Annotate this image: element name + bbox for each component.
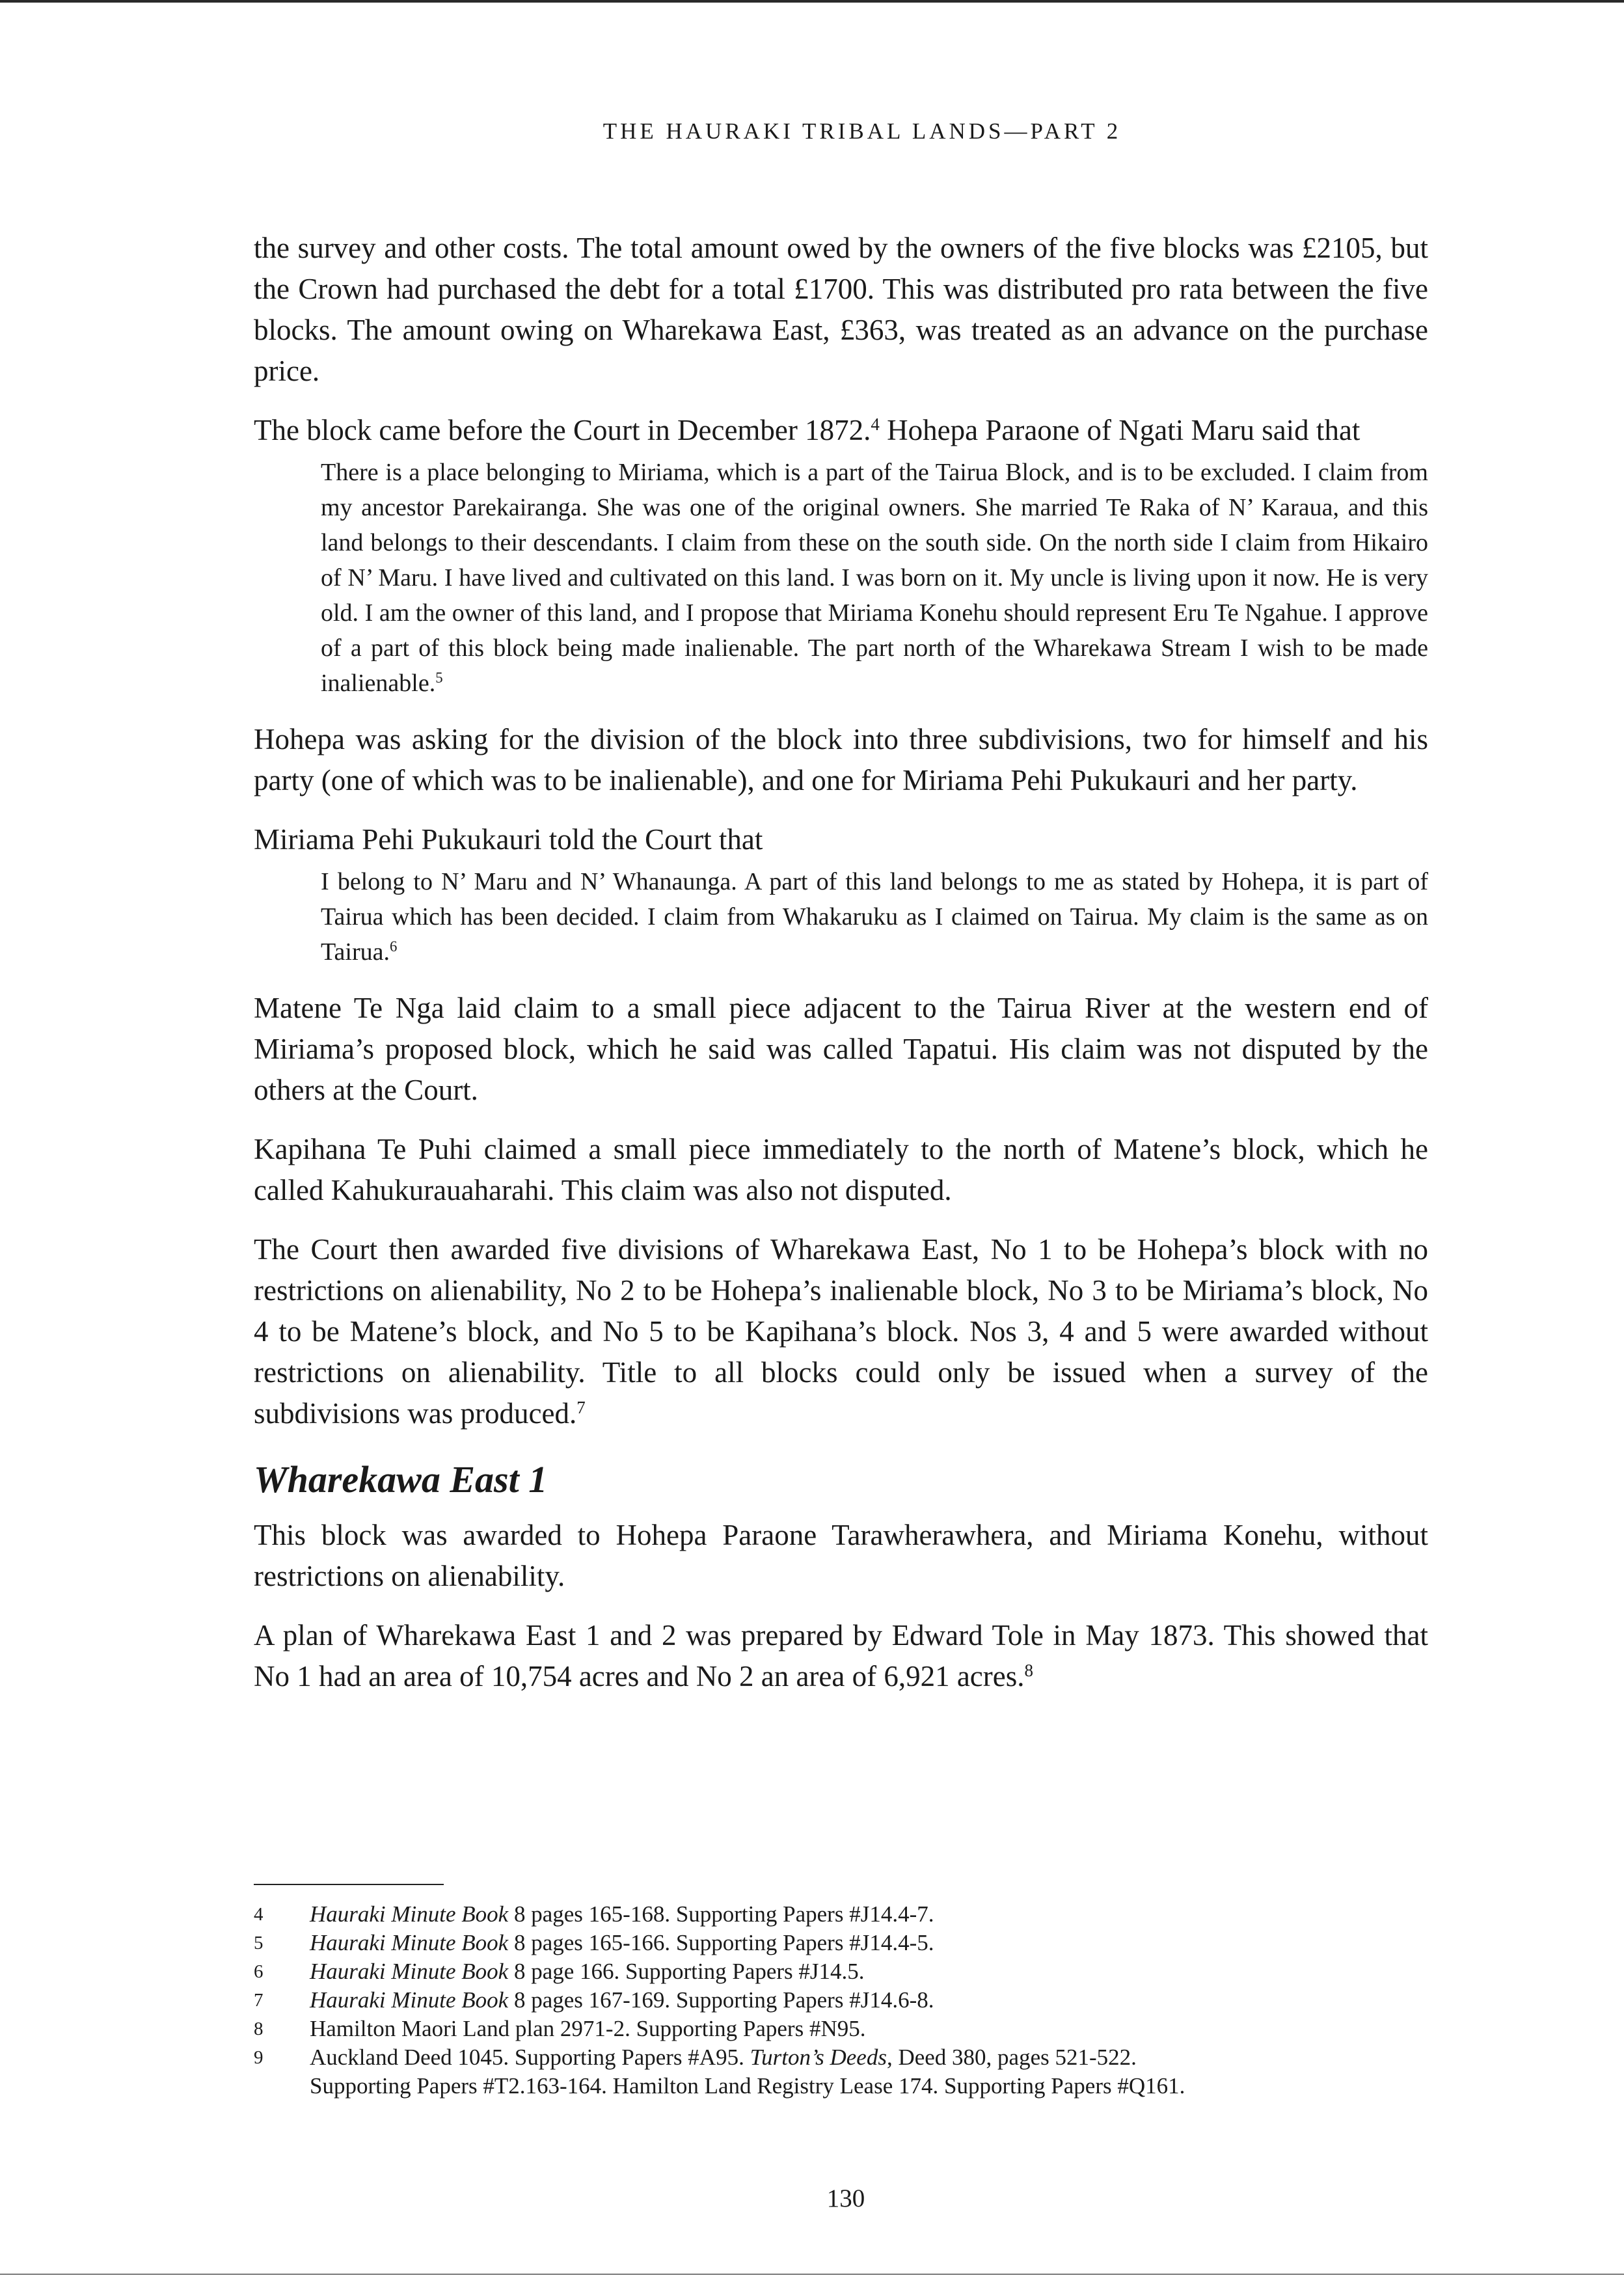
footnote-detail: 8 page 166. Supporting Papers #J14.5. — [508, 1959, 865, 1984]
footnote-source-title: Turton’s Deeds — [750, 2045, 887, 2070]
page-number: 130 — [826, 2184, 865, 2212]
paragraph-2 — [254, 410, 1428, 451]
footnote-detail: Auckland Deed 1045. Supporting Papers #A95. — [310, 2045, 750, 2070]
footnote-number: 8 — [254, 2019, 264, 2039]
paragraph-8: This block was awarded to Hohepa Paraone Tarawherawhera, and Miriama Konehu, without restrictions on alienability. — [254, 1519, 1428, 1592]
block-quote-2-text: I belong to N’ Maru and N’ Whanaunga. A part of this land belongs to me as stated by Hohepa, it is part of Tairua which has been decided. I claim from Whakaruku as I claimed on Tairua. My claim is the same as on Tairua. — [321, 868, 1428, 966]
footnote-ref-5: 5 — [435, 670, 443, 687]
footnote-number: 9 — [254, 2047, 264, 2068]
block-quote-1 — [321, 455, 1428, 701]
footnotes — [254, 1900, 1425, 2100]
footnote-rule — [254, 1884, 444, 1885]
footnote — [254, 1900, 1425, 1929]
footnote — [254, 1957, 1425, 1986]
footnote-text — [310, 1900, 1425, 1929]
footnote-text — [310, 1986, 1425, 2015]
block-quote-1-text: There is a place belonging to Miriama, which is a part of the Tairua Block, and is to be excluded. I claim from my ancestor Parekairanga. She was one of the original owners. She married Te Raka of N’ Karaua, and this land belongs to their descendants. I claim from these on the south side. On the north side I claim from Hikairo of N’ Maru. I have lived and cultivated on this land. I was born on it. My uncle is living upon it now. He is very old. I am the owner of this land, and I propose that Miriama Konehu should represent Eru Te Ngahue. I approve of a part of this block being made inalienable. The part north of the Wharekawa Stream I wish to be made inalienable. — [321, 459, 1428, 697]
paragraph-4: Miriama Pehi Pukukauri told the Court that — [254, 823, 763, 856]
paragraph-9 — [254, 1615, 1428, 1697]
footnote-detail: 8 pages 165-168. Supporting Papers #J14.4-7. — [508, 1901, 934, 1927]
paragraph-2-text: The block came before the Court in December 1872. — [254, 414, 871, 446]
footnote-number: 6 — [254, 1961, 264, 1982]
footnote — [254, 1986, 1425, 2015]
footnote-source-title: Hauraki Minute Book — [310, 1930, 509, 1955]
footnote-detail: 8 pages 167-169. Supporting Papers #J14.6-8. — [508, 1987, 934, 2013]
footnote-source-title: Hauraki Minute Book — [310, 1901, 509, 1927]
block-quote-2 — [321, 864, 1428, 970]
page-bottom-edge — [0, 2274, 1624, 2275]
footnote-number: 4 — [254, 1904, 264, 1925]
footnote-detail: Hamilton Maori Land plan 2971-2. Supporting Papers #N95. — [310, 2016, 866, 2041]
footnote-number: 7 — [254, 1990, 264, 2011]
footnote-detail: , Deed 380, pages 521-522. — [886, 2045, 1137, 2070]
section-heading: Wharekawa East 1 — [254, 1458, 548, 1501]
paragraph-2-tail: Hohepa Paraone of Ngati Maru said that — [879, 414, 1360, 446]
footnote-ref-7: 7 — [576, 1398, 586, 1418]
footnote-ref-6: 6 — [390, 938, 398, 955]
running-head: THE HAURAKI TRIBAL LANDS—PART 2 — [602, 118, 1122, 144]
paragraph-9-text: A plan of Wharekawa East 1 and 2 was prepared by Edward Tole in May 1873. This showed that No 1 had an area of 10,754 acres and No 2 an area of 6,921 acres. — [254, 1619, 1428, 1693]
footnote — [254, 2043, 1425, 2100]
footnote — [254, 1929, 1425, 1957]
footnote-detail-continued: Supporting Papers #T2.163-164. Hamilton Land Registry Lease 174. Supporting Papers #Q161. — [310, 2073, 1185, 2099]
footnote-text — [310, 1929, 1425, 1957]
page-top-edge — [0, 0, 1624, 3]
footnote — [254, 2015, 1425, 2043]
footnote-source-title: Hauraki Minute Book — [310, 1987, 509, 2013]
paragraph-3: Hohepa was asking for the division of the block into three subdivisions, two for himself and his party (one of which was to be inalienable), and one for Miriama Pehi Pukukauri and her party. — [254, 723, 1428, 796]
footnote-ref-4: 4 — [871, 415, 880, 435]
body-text — [254, 228, 1428, 1715]
paragraph-5: Matene Te Nga laid claim to a small piece adjacent to the Tairua River at the western end of Miriama’s proposed block, which he said was called Tapatui. His claim was not disputed by the others at the Court. — [254, 992, 1428, 1106]
footnote-text — [310, 2043, 1425, 2100]
footnote-ref-8: 8 — [1024, 1661, 1034, 1681]
paragraph-7 — [254, 1229, 1428, 1434]
paragraph-6: Kapihana Te Puhi claimed a small piece immediately to the north of Matene’s block, which he called Kahukurauaharahi. This claim was also not disputed. — [254, 1133, 1428, 1206]
footnote-source-title: Hauraki Minute Book — [310, 1959, 509, 1984]
paragraph-7-text: The Court then awarded five divisions of Wharekawa East, No 1 to be Hohepa’s block with no restrictions on alienability, No 2 to be Hohepa’s inalienable block, No 3 to be Miriama’s block, No 4 to be Matene’s block, and No 5 to be Kapihana’s block. Nos 3, 4 and 5 were awarded without restrictions on alienability. Title to all blocks could only be issued when a survey of the subdivisions was produced. — [254, 1233, 1428, 1430]
footnote-number: 5 — [254, 1933, 264, 1953]
footnote-text — [310, 1957, 1425, 1986]
paragraph-1: the survey and other costs. The total amount owed by the owners of the five blocks was £2105, but the Crown had purchased the debt for a total £1700. This was distributed pro rata between the five blocks. The amount owing on Wharekawa East, £363, was treated as an advance on the purchase price. — [254, 232, 1428, 387]
footnote-detail: 8 pages 165-166. Supporting Papers #J14.4-5. — [508, 1930, 934, 1955]
